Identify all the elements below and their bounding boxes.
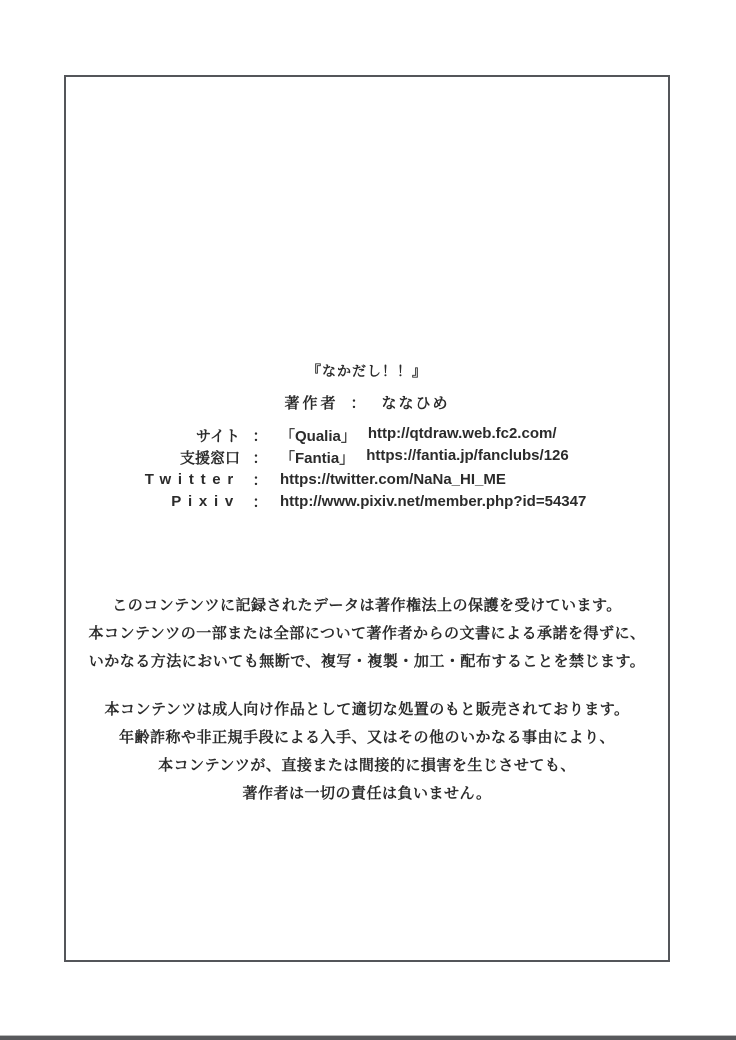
contact-site-name: 「Qualia」 [280,427,356,445]
copyright-line: 本コンテンツの一部または全部について著作者からの文書による承諾を得ずに、 [88,625,646,642]
contact-row-twitter [66,468,668,490]
contact-url-fantia: https://fantia.jp/fanclubs/126 [366,446,569,464]
contact-colon: ： [252,471,268,489]
author-name: ななひめ [381,395,450,412]
contact-colon: ： [252,493,268,511]
disclaimer-paragraph [64,696,670,808]
page-border-frame [64,75,670,962]
contact-url-site: http://qtdraw.web.fc2.com/ [367,424,557,442]
contact-url-twitter: https://twitter.com/NaNa_HI_ME [280,470,506,488]
contact-site-name: 「Fantia」 [280,449,355,467]
contact-colon: ： [252,449,268,467]
contact-label-twitter: Twitter [144,470,240,488]
book-title: 『なかだし！！』 [307,363,427,379]
contact-colon: ： [252,427,268,445]
contact-value [280,471,668,488]
disclaimer-line: 本コンテンツは成人向け作品として適切な処置のもと販売されております。 [104,701,630,718]
contact-value [280,493,668,510]
copyright-notice-paragraph [64,592,670,676]
contact-row-site [66,424,668,446]
contact-row-fantia [66,446,668,468]
author-colon: ： [350,395,366,412]
copyright-line: このコンテンツに記録されたデータは著作権法上の保護を受けています。 [112,597,622,614]
contact-url-pixiv: http://www.pixiv.net/member.php?id=54347 [280,492,587,510]
copyright-line: いかなる方法においても無断で、複写・複製・加工・配布することを禁じます。 [88,653,646,670]
contact-value [280,447,668,468]
contact-label-pixiv: Pixiv [171,492,240,510]
disclaimer-line: 本コンテンツが、直接または間接的に損害を生じさせても、 [158,757,576,774]
disclaimer-line: 著作者は一切の責任は負いません。 [242,785,492,802]
author-row [66,392,668,413]
author-label: 著作者 [284,395,339,412]
contact-row-pixiv [66,490,668,512]
contact-list [66,424,668,512]
contact-label-fantia: 支援窓口 [179,449,240,467]
contact-label-site: サイト [196,427,240,445]
page-bottom-edge [0,1035,736,1040]
contact-value [280,425,668,446]
disclaimer-line: 年齢詐称や非正規手段による入手、又はその他のいかなる事由により、 [118,729,615,746]
